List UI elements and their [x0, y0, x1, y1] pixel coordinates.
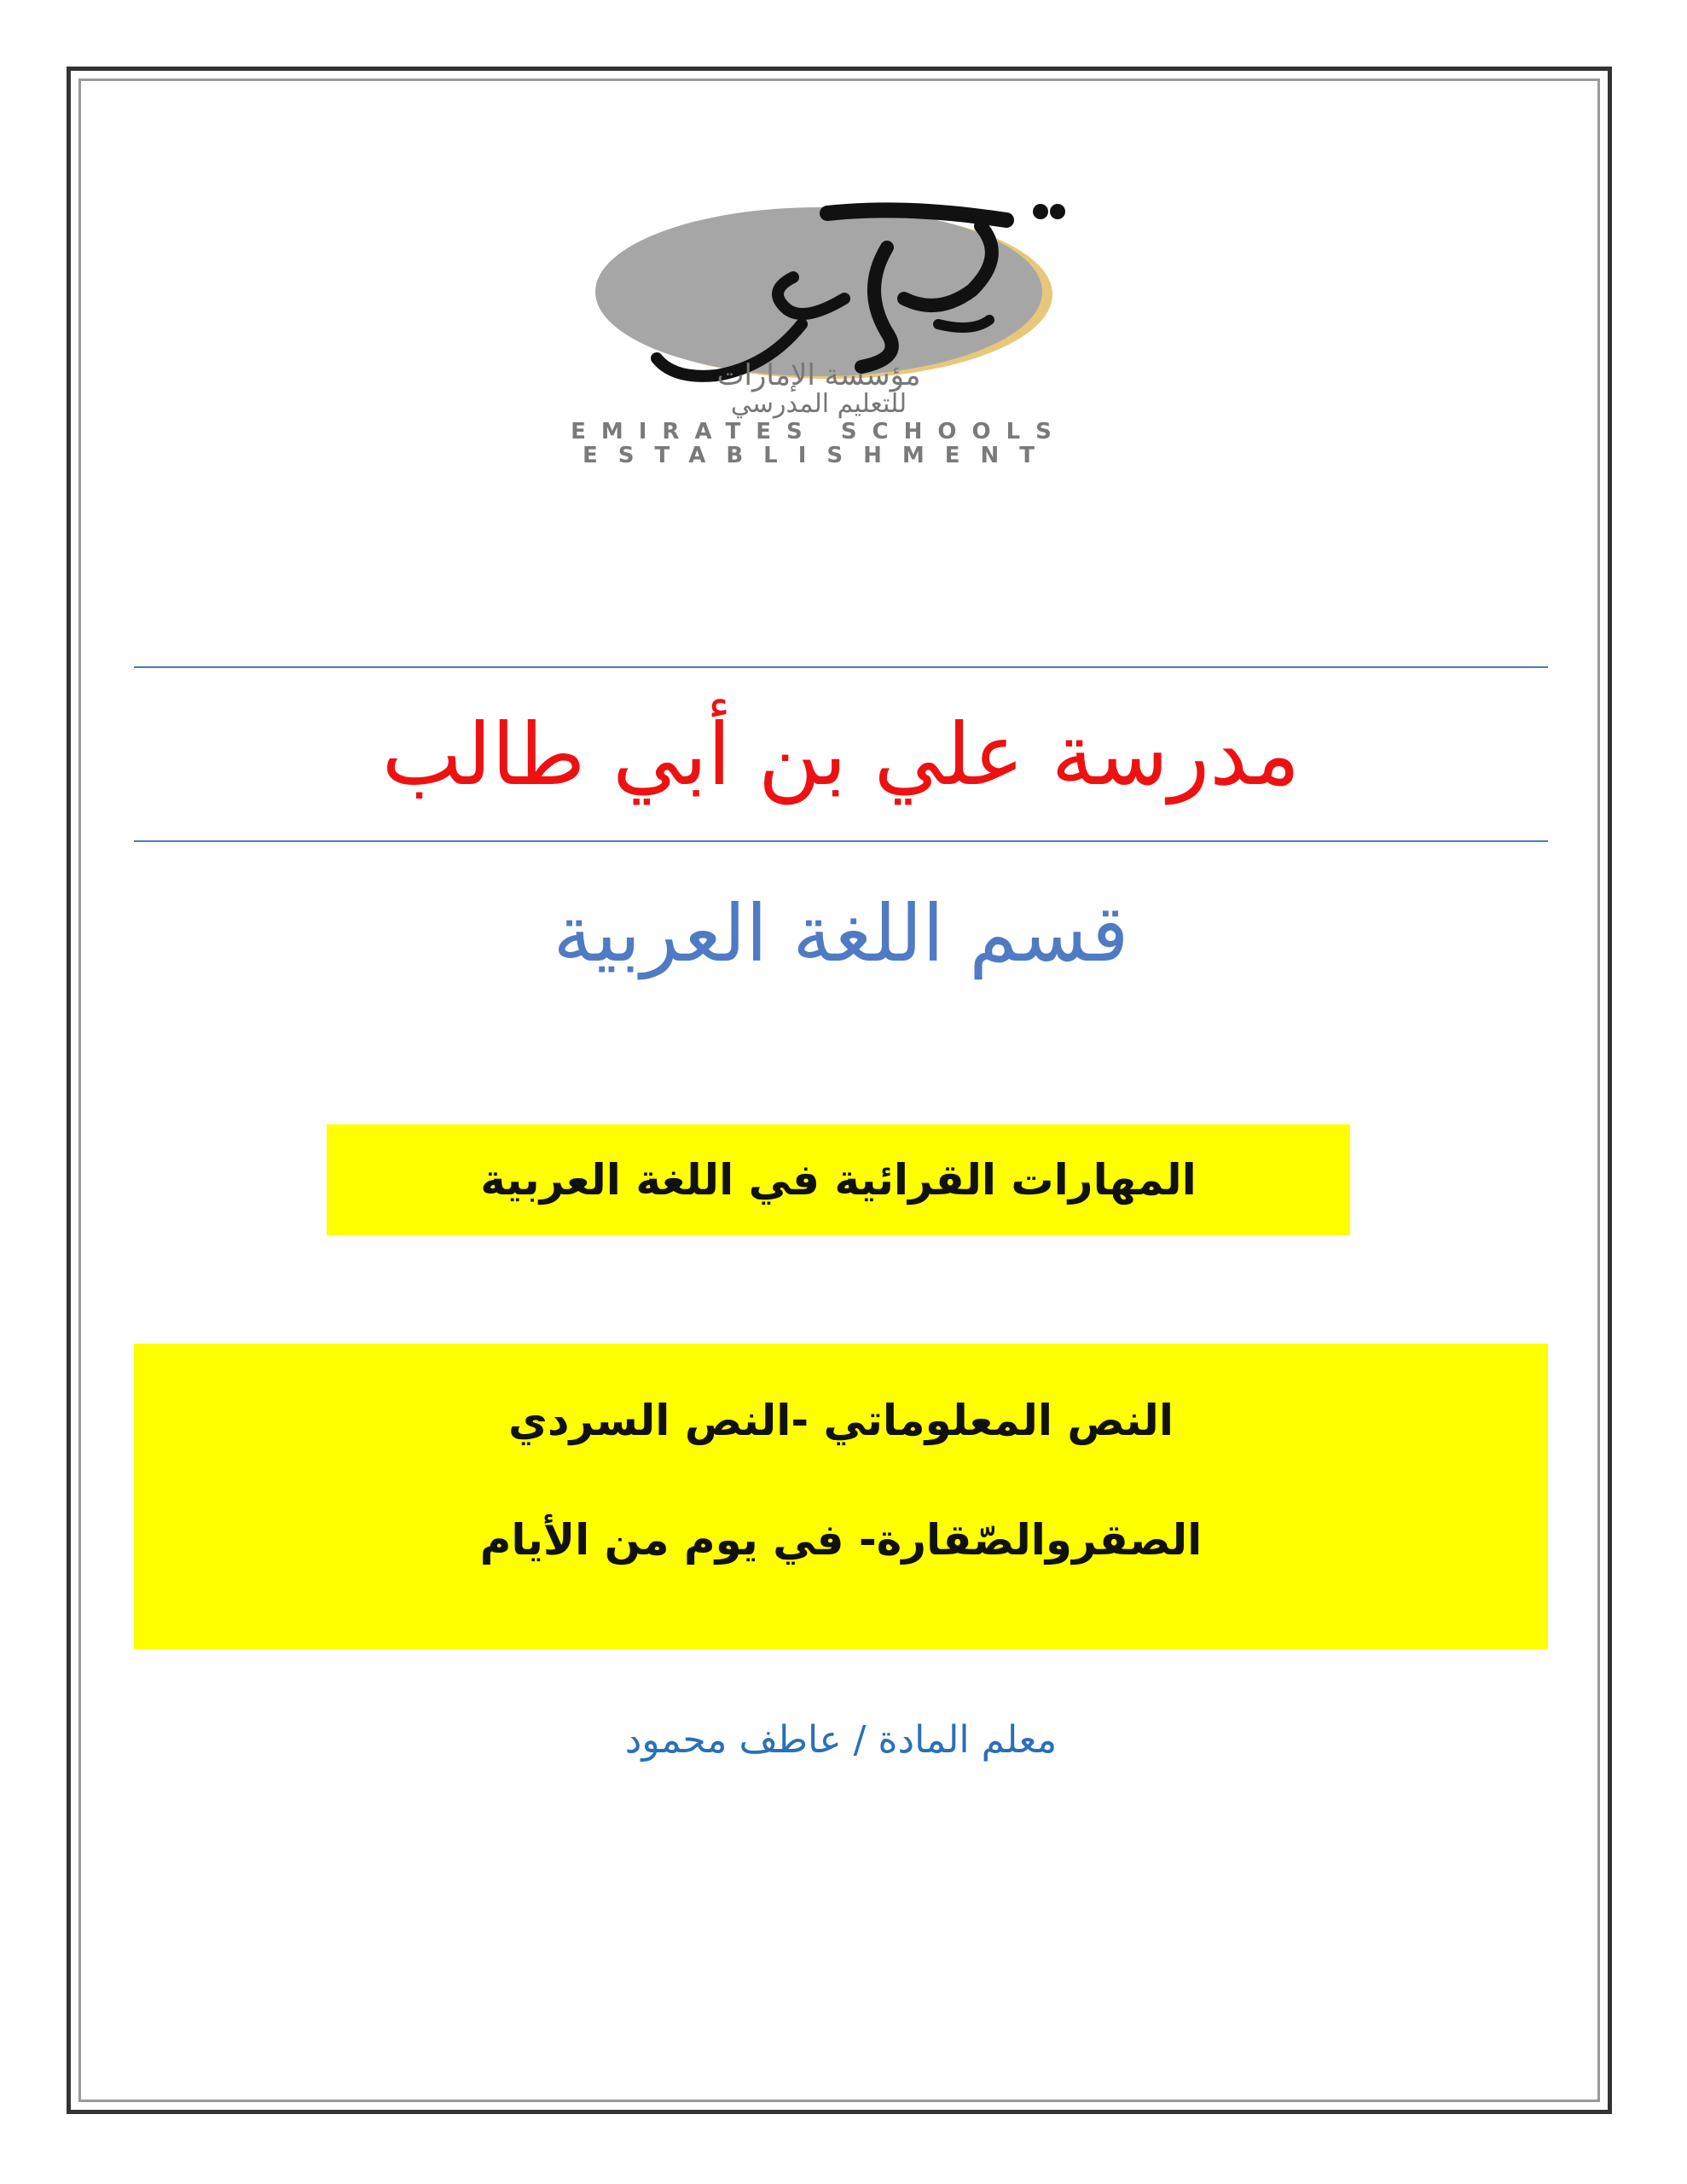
texts-line-1: النص المعلوماتي -النص السردي: [508, 1396, 1174, 1445]
divider-top: [134, 666, 1548, 668]
texts-banner: [134, 1344, 1548, 1649]
department-title: قسم اللغة العربية: [553, 888, 1129, 979]
divider-bottom: [134, 840, 1548, 842]
skills-title: المهارات القرائية في اللغة العربية: [480, 1155, 1197, 1205]
emirates-schools-logo: [461, 196, 1177, 469]
logo-arabic-name-2: للتعليم المدرسي: [730, 389, 907, 419]
teacher-name: معلم المادة / عاطف محمود: [624, 1718, 1058, 1762]
skills-banner: [327, 1124, 1350, 1235]
school-name: مدرسة علي بن أبي طالب: [381, 705, 1301, 804]
logo-arabic-name-1: مؤسسة الإمارات: [716, 358, 921, 392]
texts-line-2: الصقروالصّقارة- في يوم من الأيام: [479, 1515, 1203, 1565]
logo-english-name-1: EMIRATES SCHOOLS: [571, 419, 1067, 444]
logo-dot: [1050, 204, 1065, 219]
logo-english-name-2: ESTABLISHMENT: [583, 443, 1055, 468]
logo-dot: [1033, 204, 1048, 219]
